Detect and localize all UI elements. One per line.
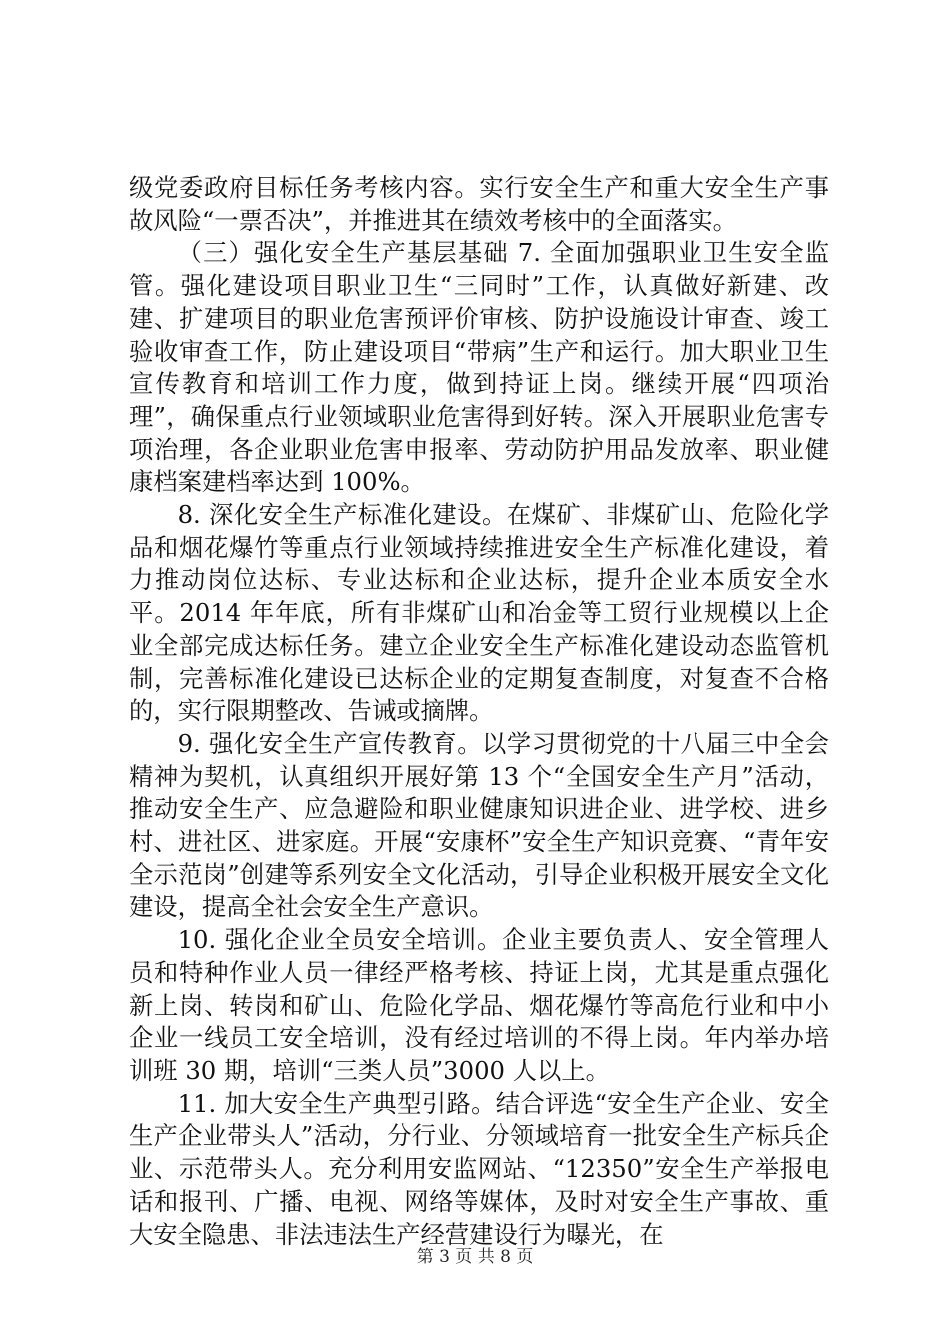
paragraph-item-10: 10. 强化企业全员安全培训。企业主要负责人、安全管理人员和特种作业人员一律经严格考核、持证上岗，尤其是重点强化新上岗、转岗和矿山、危险化学品、烟花爆竹等高危行业和中小企业一线员工安全培训，没有经过培训的不得上岗。年内举办培训班 30 期，培训“三类人员”3000 人以上。 (129, 925, 829, 1085)
paragraph-item-11: 11. 加大安全生产典型引路。结合评选“安全生产企业、安全生产企业带头人”活动，分行业、分领域培育一批安全生产标兵企业、示范带头人。充分利用安监网站、“12350”安全生产举报电话和报刊、广播、电视、网络等媒体，及时对安全生产事故、重大安全隐患、非法违法生产经营建设行为曝光，在 (129, 1088, 829, 1249)
paragraph-continuation: 级党委政府目标任务考核内容。实行安全生产和重大安全生产事故风险“一票否决”，并推进其在绩效考核中的全面落实。 (129, 173, 829, 235)
document-body (129, 172, 829, 1251)
page-number-footer: 第 3 页 共 8 页 (416, 1247, 534, 1267)
paragraph-item-9: 9. 强化安全生产宣传教育。以学习贯彻党的十八届三中全会精神为契机，认真组织开展好第 13 个“全国安全生产月”活动，推动安全生产、应急避险和职业健康知识进企业、进学校、进乡村、进社区、进家庭。开展“安康杯”安全生产知识竞赛、“青年安全示范岗”创建等系列安全文化活动，引导企业积极开展安全文化建设，提高全社会安全生产意识。 (129, 728, 829, 922)
paragraph-item-8: 8. 深化安全生产标准化建设。在煤矿、非煤矿山、危险化学品和烟花爆竹等重点行业领域持续推进安全生产标准化建设，着力推动岗位达标、专业达标和企业达标，提升企业本质安全水平。2014 年年底，所有非煤矿山和冶金等工贸行业规模以上企业全部完成达标任务。建立企业安全生产标准化建设动态监管机制，完善标准化建设已达标企业的定期复查制度，对复查不合格的，实行限期整改、告诫或摘牌。 (129, 500, 829, 726)
paragraph-section-three: （三）强化安全生产基层基础 7. 全面加强职业卫生安全监管。强化建设项目职业卫生“三同时”工作，认真做好新建、改建、扩建项目的职业危害预评价审核、防护设施设计审查、竣工验收审查工作，防止建设项目“带病”生产和运行。加大职业卫生宣传教育和培训工作力度，做到持证上岗。继续开展“四项治理”，确保重点行业领域职业危害得到好转。深入开展职业危害专项治理，各企业职业危害申报率、劳动防护用品发放率、职业健康档案建档率达到 100%。 (129, 238, 829, 497)
